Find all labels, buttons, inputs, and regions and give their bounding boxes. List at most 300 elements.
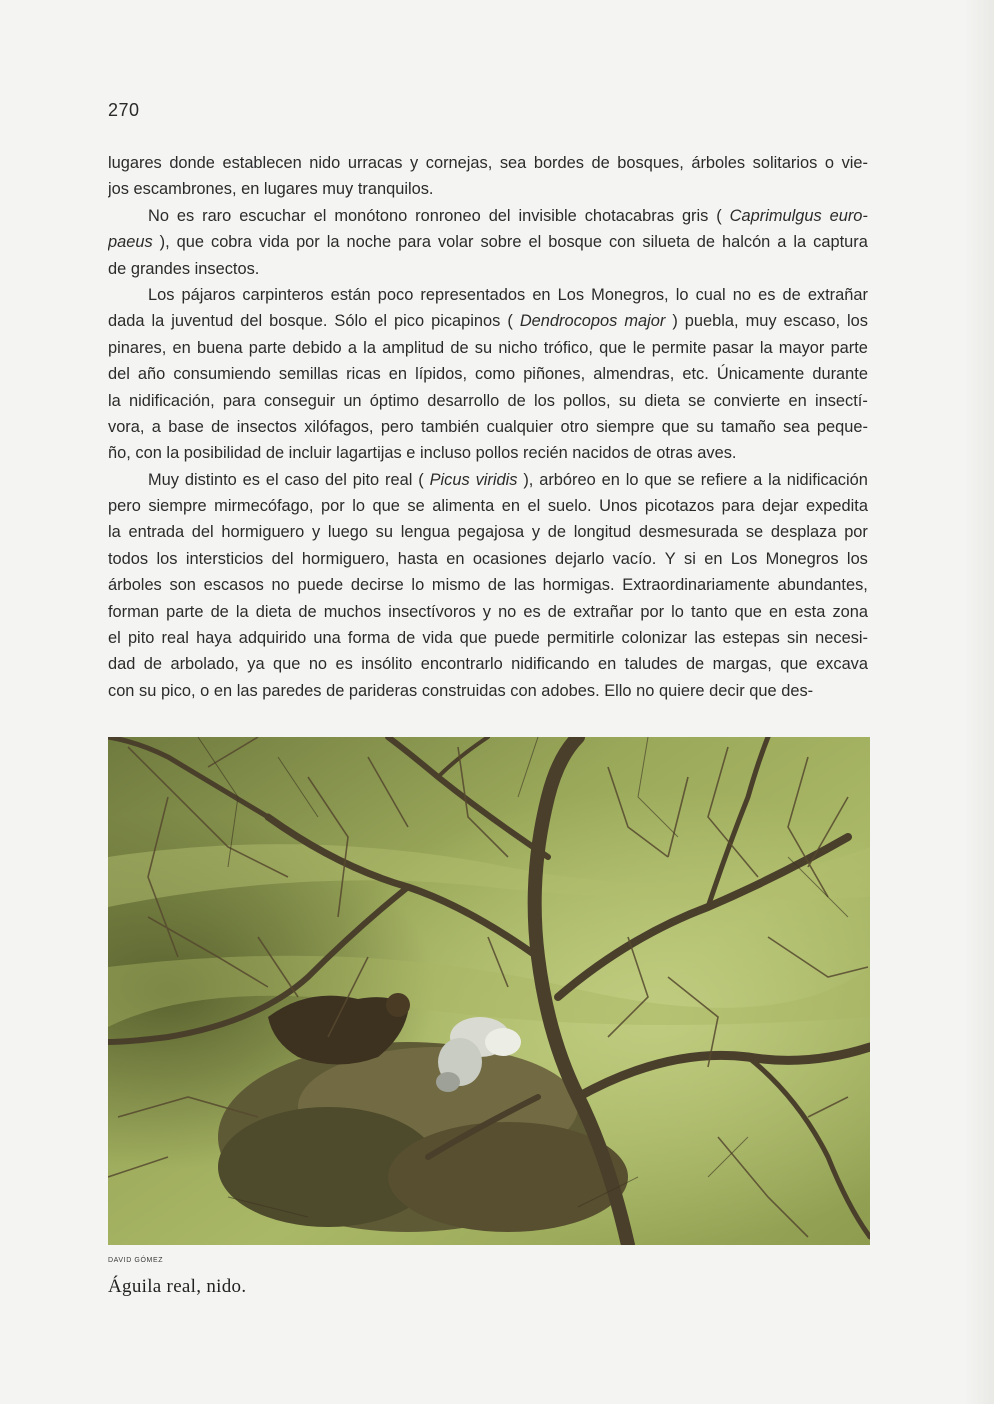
word: por bbox=[640, 602, 665, 621]
word: lengua bbox=[400, 523, 450, 542]
word: sea bbox=[499, 154, 527, 172]
word: los bbox=[533, 391, 555, 410]
word: jos bbox=[108, 180, 129, 199]
word: ronroneo bbox=[415, 206, 481, 225]
word: es bbox=[176, 206, 195, 225]
word: posibilidad bbox=[183, 444, 262, 463]
word: a bbox=[777, 233, 787, 252]
word: abundantes, bbox=[777, 576, 868, 595]
text-line bbox=[108, 256, 868, 282]
word: No bbox=[148, 206, 169, 225]
word: a bbox=[347, 338, 357, 357]
word: estepas bbox=[722, 629, 780, 648]
word: el bbox=[313, 206, 327, 225]
word: de bbox=[108, 259, 127, 278]
word: no bbox=[308, 655, 328, 674]
word: construidas bbox=[421, 681, 506, 700]
text-line bbox=[108, 546, 868, 572]
word: de bbox=[696, 233, 716, 252]
photo-golden-eagle-nest bbox=[108, 737, 870, 1245]
word: dejarlo bbox=[555, 549, 605, 568]
word: pico, bbox=[160, 681, 196, 700]
word: que bbox=[273, 655, 301, 674]
paragraph bbox=[108, 282, 868, 467]
word: forma bbox=[347, 629, 390, 648]
word: en bbox=[172, 338, 191, 357]
text-line bbox=[108, 493, 868, 519]
word: ), bbox=[523, 470, 534, 489]
word: en bbox=[446, 549, 465, 568]
word: etc. bbox=[682, 365, 709, 384]
word: e bbox=[406, 444, 416, 463]
word: mayor bbox=[778, 338, 825, 357]
word: una bbox=[313, 629, 341, 648]
word: la bbox=[793, 233, 807, 252]
word: también bbox=[420, 417, 480, 436]
word: Unos bbox=[599, 497, 638, 516]
word: incluir bbox=[288, 444, 332, 463]
word: insectos bbox=[236, 417, 297, 436]
word: volar bbox=[437, 233, 474, 252]
word: con bbox=[135, 444, 162, 463]
word: permitirle bbox=[546, 629, 615, 648]
word: consumiendo bbox=[173, 365, 271, 384]
word: pegajosa bbox=[457, 523, 525, 542]
word: se bbox=[677, 470, 695, 489]
word: nicho bbox=[498, 338, 538, 357]
word: juventud bbox=[171, 312, 234, 331]
word: es bbox=[335, 655, 353, 674]
text-line bbox=[108, 599, 868, 625]
word: pollos, bbox=[563, 391, 611, 410]
word: Muy bbox=[148, 470, 179, 489]
word: ya bbox=[247, 655, 265, 674]
word: que bbox=[459, 629, 488, 648]
word: ) bbox=[672, 312, 678, 331]
word: adobes. bbox=[541, 681, 600, 700]
word: la bbox=[363, 338, 376, 357]
word: lugares bbox=[108, 154, 162, 172]
word: pinares, bbox=[108, 338, 167, 357]
word: árboles bbox=[691, 154, 746, 172]
word: debido bbox=[292, 338, 342, 357]
word: picapinos bbox=[431, 312, 501, 331]
word: es bbox=[758, 285, 776, 304]
text-line bbox=[108, 678, 868, 704]
word: sea bbox=[783, 417, 810, 436]
word: quiere bbox=[658, 681, 705, 700]
word: de bbox=[633, 444, 652, 463]
word: recién bbox=[523, 444, 568, 463]
word: taludes bbox=[624, 655, 678, 674]
word: bordes bbox=[533, 154, 584, 172]
word: nido bbox=[309, 154, 341, 172]
word: árboles bbox=[108, 576, 162, 595]
word: Únicamente bbox=[716, 365, 805, 384]
word: ocasiones bbox=[472, 549, 547, 568]
text-line bbox=[108, 467, 868, 493]
word: y bbox=[410, 154, 419, 172]
word: grandes bbox=[130, 259, 191, 278]
word: de bbox=[507, 391, 526, 410]
word: es bbox=[523, 602, 541, 621]
word: mismo bbox=[431, 576, 481, 595]
word: arbolado, bbox=[170, 655, 239, 674]
text-line bbox=[108, 414, 868, 440]
word: a bbox=[753, 470, 763, 489]
word: con bbox=[510, 681, 537, 700]
word: intersticios bbox=[185, 549, 264, 568]
word: la bbox=[235, 602, 249, 621]
word: pero bbox=[108, 497, 141, 516]
word: extrañar bbox=[807, 285, 868, 304]
word: invisible bbox=[518, 206, 577, 225]
photo-credit: DAVID GÓMEZ bbox=[108, 1257, 164, 1264]
word: por bbox=[844, 523, 868, 542]
word: Extraordinariamente bbox=[622, 576, 770, 595]
word: escasos bbox=[203, 576, 264, 595]
word: en bbox=[601, 470, 620, 489]
word: almendras, bbox=[593, 365, 675, 384]
word: la bbox=[768, 470, 781, 489]
word: tranquilos. bbox=[357, 180, 434, 199]
word: de bbox=[298, 602, 317, 621]
word: no bbox=[271, 576, 290, 595]
word: de bbox=[326, 681, 345, 700]
word: lagartijas bbox=[336, 444, 402, 463]
word: en bbox=[213, 681, 233, 700]
word: cualquier bbox=[486, 417, 554, 436]
word: Monegros bbox=[765, 549, 839, 568]
word: euro- bbox=[829, 206, 868, 225]
text-line bbox=[108, 440, 868, 466]
word: conseguir bbox=[263, 391, 336, 410]
word: poco bbox=[377, 285, 414, 304]
word: halcón bbox=[722, 233, 771, 252]
word: lo bbox=[671, 602, 684, 621]
page-edge-shadow bbox=[964, 0, 994, 1404]
word: que bbox=[734, 602, 762, 621]
word: año bbox=[137, 365, 166, 384]
word: con bbox=[608, 233, 636, 252]
word: no bbox=[498, 602, 517, 621]
word: pollos bbox=[475, 444, 519, 463]
word: con bbox=[108, 681, 135, 700]
word: le bbox=[632, 338, 646, 357]
word: buena bbox=[196, 338, 243, 357]
word: dejar bbox=[762, 497, 799, 516]
word: las bbox=[513, 576, 535, 595]
word: la bbox=[166, 444, 180, 463]
word: ño, bbox=[108, 444, 131, 463]
word: Los bbox=[148, 285, 175, 304]
word: Monegros, bbox=[591, 285, 669, 304]
word: establecen bbox=[222, 154, 302, 172]
word: a bbox=[151, 417, 161, 436]
word: para bbox=[398, 233, 431, 252]
word: vora, bbox=[108, 417, 145, 436]
text-line bbox=[108, 625, 868, 651]
word: escuchar bbox=[239, 206, 306, 225]
word: dada bbox=[108, 312, 145, 331]
word: de bbox=[685, 655, 705, 674]
word: el bbox=[528, 233, 542, 252]
word: parte bbox=[166, 602, 204, 621]
word: desplaza bbox=[770, 523, 837, 542]
word: su bbox=[375, 523, 393, 542]
word: expedita bbox=[806, 497, 868, 516]
word: de bbox=[211, 417, 230, 436]
word: vie- bbox=[841, 154, 868, 172]
word: viridis bbox=[475, 470, 518, 489]
word: caso bbox=[284, 470, 320, 489]
word: vida bbox=[422, 629, 453, 648]
word: permite bbox=[651, 338, 707, 357]
paragraph bbox=[108, 203, 868, 282]
word: insectívoros bbox=[388, 602, 476, 621]
word: decirse bbox=[350, 576, 404, 595]
word: captura bbox=[813, 233, 868, 252]
word: hormigas. bbox=[542, 576, 615, 595]
word: en bbox=[532, 285, 551, 304]
word: desmesurada bbox=[638, 523, 739, 542]
word: siempre bbox=[596, 417, 655, 436]
word: piñones, bbox=[523, 365, 586, 384]
word: esta bbox=[794, 602, 826, 621]
text-line bbox=[108, 388, 868, 414]
word: durante bbox=[812, 365, 868, 384]
word: ), bbox=[159, 233, 170, 252]
word: bosque bbox=[548, 233, 602, 252]
text-line bbox=[108, 519, 868, 545]
word: refiere bbox=[700, 470, 748, 489]
word: del bbox=[271, 549, 294, 568]
word: excava bbox=[816, 655, 868, 674]
word: en bbox=[769, 602, 788, 621]
word: major bbox=[624, 312, 666, 331]
word: decir bbox=[709, 681, 745, 700]
word: nacidos bbox=[572, 444, 629, 463]
word: muy bbox=[745, 312, 777, 331]
word: entrada bbox=[128, 523, 185, 542]
word: vida bbox=[259, 233, 290, 252]
word: semillas bbox=[278, 365, 339, 384]
word: convierte bbox=[713, 391, 781, 410]
text-line bbox=[108, 203, 868, 229]
word: bosque. bbox=[269, 312, 328, 331]
word: Sólo bbox=[334, 312, 368, 331]
word: raro bbox=[202, 206, 232, 225]
page-number: 270 bbox=[108, 100, 140, 120]
word: vacío. bbox=[612, 549, 657, 568]
word: los bbox=[846, 549, 868, 568]
word: el bbox=[265, 470, 279, 489]
word: Los bbox=[730, 549, 758, 568]
word: en bbox=[241, 180, 260, 199]
word: que bbox=[749, 681, 777, 700]
word: para bbox=[721, 497, 755, 516]
word: noche bbox=[346, 233, 392, 252]
word: haya bbox=[196, 629, 232, 648]
word: insólito bbox=[361, 655, 413, 674]
word: otras bbox=[656, 444, 693, 463]
word: por bbox=[321, 497, 345, 516]
word: cornejas, bbox=[425, 154, 493, 172]
word: lugares bbox=[263, 180, 318, 199]
word: lo bbox=[352, 497, 365, 516]
word: insectí- bbox=[814, 391, 868, 410]
word: y bbox=[311, 523, 321, 542]
word: del bbox=[324, 470, 347, 489]
word: se bbox=[745, 523, 764, 542]
word: es bbox=[242, 470, 260, 489]
word: insectos. bbox=[194, 259, 260, 278]
word: siempre bbox=[148, 497, 207, 516]
word: de bbox=[265, 444, 285, 463]
text-line bbox=[108, 361, 868, 387]
word: en bbox=[501, 497, 520, 516]
word: margas, bbox=[712, 655, 772, 674]
word: están bbox=[330, 285, 371, 304]
word: de bbox=[547, 523, 566, 542]
word: la bbox=[151, 312, 165, 331]
word: pico bbox=[394, 312, 425, 331]
word: otro bbox=[560, 417, 589, 436]
word: de bbox=[397, 629, 416, 648]
word: pájaros bbox=[181, 285, 236, 304]
word: desarrollo bbox=[427, 391, 500, 410]
word: la bbox=[326, 233, 340, 252]
word: muchos bbox=[323, 602, 382, 621]
word: parideras bbox=[348, 681, 418, 700]
word: y bbox=[531, 523, 541, 542]
word: distinto bbox=[184, 470, 237, 489]
word: puebla, bbox=[684, 312, 739, 331]
word: la bbox=[759, 338, 773, 357]
word: necesi- bbox=[815, 629, 868, 648]
word: ricas bbox=[346, 365, 381, 384]
word: dad bbox=[108, 655, 136, 674]
word: su bbox=[696, 417, 714, 436]
word: tanto bbox=[691, 602, 728, 621]
word: suelo. bbox=[547, 497, 592, 516]
word: de bbox=[450, 338, 469, 357]
word: en bbox=[388, 365, 408, 384]
word: Picus bbox=[429, 470, 470, 489]
body-text bbox=[108, 150, 868, 704]
word: lípidos, bbox=[415, 365, 467, 384]
word: en bbox=[597, 655, 617, 674]
word: del bbox=[191, 523, 214, 542]
word: silueta bbox=[642, 233, 690, 252]
word: no bbox=[732, 285, 751, 304]
word: lo bbox=[625, 470, 639, 489]
word: adquirido bbox=[238, 629, 307, 648]
word: puede bbox=[297, 576, 344, 595]
word: Dendrocopos bbox=[519, 312, 618, 331]
word: escaso, bbox=[783, 312, 841, 331]
word: la bbox=[108, 391, 121, 410]
word: paredes bbox=[262, 681, 322, 700]
text-line bbox=[108, 282, 868, 308]
word: no bbox=[636, 681, 655, 700]
word: aves. bbox=[697, 444, 737, 463]
word: carpinteros bbox=[242, 285, 324, 304]
word: el bbox=[108, 629, 121, 648]
word: su bbox=[474, 338, 493, 357]
word: Ello bbox=[604, 681, 632, 700]
word: los bbox=[847, 312, 868, 331]
word: ( bbox=[507, 312, 513, 331]
word: de bbox=[591, 154, 610, 172]
word: pito bbox=[352, 470, 380, 489]
text-line bbox=[108, 229, 868, 255]
word: de bbox=[487, 576, 507, 595]
word: nidificación, bbox=[129, 391, 215, 410]
word: o bbox=[200, 681, 210, 700]
word: des- bbox=[781, 681, 814, 700]
word: de bbox=[547, 602, 567, 621]
word: dieta bbox=[255, 602, 292, 621]
word: de bbox=[143, 655, 163, 674]
word: muy bbox=[322, 180, 354, 199]
word: hormiguero, bbox=[301, 549, 390, 568]
word: las bbox=[236, 681, 258, 700]
word: de bbox=[782, 285, 801, 304]
word: nidificando bbox=[511, 655, 590, 674]
word: hasta bbox=[397, 549, 438, 568]
word: bosques, bbox=[617, 154, 684, 172]
word: que bbox=[372, 497, 400, 516]
word: solitarios bbox=[752, 154, 818, 172]
word: base bbox=[168, 417, 204, 436]
word: o bbox=[824, 154, 835, 172]
word: para bbox=[222, 391, 256, 410]
word: paeus bbox=[108, 233, 153, 252]
word: por bbox=[296, 233, 320, 252]
word: todos bbox=[108, 549, 149, 568]
word: que bbox=[644, 470, 672, 489]
word: gris bbox=[681, 206, 709, 225]
word: el bbox=[374, 312, 387, 331]
word: incluso bbox=[420, 444, 472, 463]
word: ( bbox=[716, 206, 722, 225]
word: dieta bbox=[644, 391, 680, 410]
word: real bbox=[385, 470, 413, 489]
word: lo bbox=[411, 576, 425, 595]
word: representados bbox=[420, 285, 526, 304]
word: sin bbox=[787, 629, 808, 648]
word: Caprimulgus bbox=[729, 206, 822, 225]
text-line bbox=[108, 651, 868, 677]
word: trófico, bbox=[543, 338, 593, 357]
word: del bbox=[108, 365, 130, 384]
word: los bbox=[156, 549, 178, 568]
photo-caption: Águila real, nido. bbox=[108, 1276, 247, 1297]
word: de bbox=[210, 602, 229, 621]
word: sobre bbox=[480, 233, 522, 252]
word: puede bbox=[494, 629, 540, 648]
text-line bbox=[108, 572, 868, 598]
word: extrañar bbox=[573, 602, 634, 621]
word: cual bbox=[695, 285, 726, 304]
word: hormiguero bbox=[221, 523, 305, 542]
word: encontrarlo bbox=[420, 655, 503, 674]
text-line bbox=[108, 335, 868, 361]
word: donde bbox=[169, 154, 215, 172]
word: luego bbox=[327, 523, 368, 542]
word: se bbox=[688, 391, 706, 410]
